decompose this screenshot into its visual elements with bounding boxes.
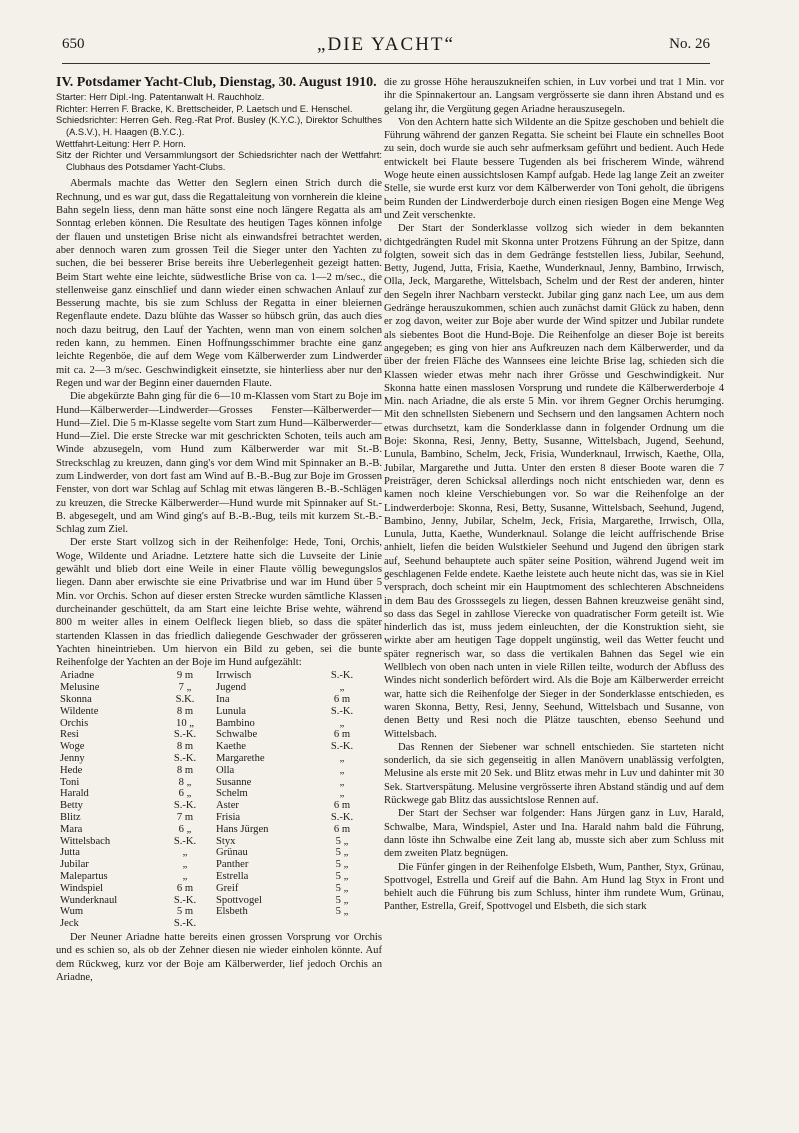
paragraph: Der Start der Sonderklasse vollzog sich wieder in dem bekannten dichtgedrängten Rudel mit Skonna unter Protzens Führung an der Spitze, dann folgten, soweit sich das in dem Gedränge feststellen liess, Jubilar, Seehund, Betty, Jugend, Jutta, Frisia, Kaethe, Wunderknaul, Jenny, Bambino, Irrwisch, Olla, Jeck, Margarethe, Wittelsbach, Schelm und der Rest der anderen, hinter den Segeln ihrer Nachbarn versteckt. Jubilar ging ganz nach Lee, um aus dem Gedränge herauszukommen, schien auch zunächst damit Glück zu haben, denn er zog davon, weiter zur Boje aber wurde der Wind spitzer und Jubilar rundete als siebentes Boot die Hund-Boje. Die Reihenfolge an dieser Boje ist bereits angegeben; es ging von hier ans Aufkreuzen nach dem Kälberwerder, und da über der freien Fläche des Wannsees eine leichte Brise lag, schieden sich die Klassen wieder etwas mehr nach ihrer Grösse und Geschwindigkeit. Nur Skonna hatte einen masslosen Vorsprung und rundete die Kälberwerderboje 4 Min. nach Ariadne, die als erste 5 Min. vor ihrem Gegner Orchis herumging. Mit den schnellsten Siebenern und Sechsern und den langsamen Achtern noch etwas durchsetzt, kam die Sonderklasse dann in folgender Ordnung um die Boje: Skonna, Resi, Jenny, Betty, Susanne, Wittelsbach, Jugend, Seehund, Lunula, Bambino, Schelm, Jeck, Frisia, Wunderknaul, Irrwisch, Kaethe, Olla, Jubilar, Margarethe und Jutta. Unter den ersten 8 dieser Boote waren die 7 Preisträger, deren Schicksal allerdings noch nicht entschieden war, denn es kamen noch kleine Verschiebungen vor. So war die Reihenfolge an der Lindwerderboje: Skonna, Resi, Betty, Susanne, Wittelsbach, Seehund, Jugend, Bambino, Jenny, Jubilar, Schelm, Jeck, Frisia, Margarethe, Irrwisch, Olla, Lunula, Jutta, Kaethe, Wunderknaul. Solange die leicht auffrischende Brise anhielt, liefen die beiden Wulstkieler Seehund und Jugend den übrigen stark auf, Seehund behauptete auch später seine Position, während Jugend weit im geschlagenen Felde endete. Kaethe leistete auch heute nicht das, was sie in Kiel versprach, doch scheint mir ein Hauptmoment des schlechteren Abschneidens in dem Bau des Grosssegels zu liegen, dessen Bahnen kreuzweise genäht sind, so dass das Segel in zahllose Vierecke von quadratischer Form geteilt ist. Wie hinderlich das ist, muss jedem einleuchten, der die Konstruktion sieht, sie wirkte aber am heutigen Tage doppelt ungünstig, weil das Wetter feucht und später regnerisch war, so dass die vertikalen Bahnen das Segel wie ein Wellblech von oben nach unten in viele Rillen teilte, wodurch der Abfluss des Windes nicht sonderlich befördert wird. Als die Boje am Kälberwerder erreicht war, hatte sich die Reihenfolge der Sieger in der Sonderklasse entschieden, es waren Skonna, Betty, Resi, Jenny, Seehund, Wittelsbach und Susanne, von denen Betty und Resi noch die Plätze tauschten, ebenso Seehund und Wittelsbach. <box>384 223 724 740</box>
yacht-class: 8 m <box>176 741 194 753</box>
yacht-name: Lunula <box>216 705 247 717</box>
table-row <box>60 918 372 930</box>
yacht-class: S.-K. <box>330 705 354 717</box>
yacht-name: Melusine <box>60 682 100 694</box>
yacht-name: Harald <box>60 788 89 800</box>
yacht-name: Schelm <box>216 788 248 800</box>
yacht-class: S.-K. <box>330 670 354 682</box>
yacht-class <box>312 918 372 930</box>
meta-richter: Richter: Herren F. Bracke, K. Brettscheider, P. Laetsch und E. Henschel. <box>56 103 353 114</box>
yacht-class: 6 m <box>176 882 194 894</box>
yacht-class: 8 „ <box>178 776 192 788</box>
yacht-class: S.-K. <box>173 800 197 812</box>
yacht-name: Susanne <box>216 776 252 788</box>
yacht-name: Resi <box>60 729 79 741</box>
yacht-name: Elsbeth <box>216 906 248 918</box>
yacht-class: 5 „ <box>335 847 349 859</box>
yacht-name <box>216 918 312 930</box>
yacht-name: Malepartus <box>60 870 108 882</box>
yacht-name: Jugend <box>216 682 247 694</box>
yacht-name: Skonna <box>60 694 92 706</box>
yacht-name: Jenny <box>60 753 85 765</box>
yacht-name: Jutta <box>60 847 81 859</box>
yacht-name: Betty <box>60 800 83 812</box>
yacht-class: 7 „ <box>178 682 192 694</box>
table-row <box>60 777 372 789</box>
table-row <box>60 718 372 730</box>
table-row <box>60 706 372 718</box>
yacht-class: S.-K. <box>173 729 197 741</box>
table-row <box>60 883 372 895</box>
table-row <box>60 694 372 706</box>
yacht-name: Toni <box>60 776 80 788</box>
page-header <box>62 34 710 62</box>
yacht-class: „ <box>339 788 345 800</box>
meta-sitz: Sitz der Richter und Versammlungsort der Schiedsrichter nach der Wettfahrt: Clubhaus des Potsdamer Yacht-Clubs. <box>56 150 382 172</box>
table-row <box>60 741 372 753</box>
yacht-name: Styx <box>216 835 236 847</box>
paragraph: Der erste Start vollzog sich in der Reihenfolge: Hede, Toni, Orchis, Woge, Wildente und Ariadne. Letztere hatte sich die Luvseite der Linie gewählt und blieb dort eine Weile in einer Flaute völlig bewegungslos liegen. Dann aber erwischte sie eine Privatbrise und war im Hund über 5 Min. vor Orchis. Schon auf dieser ersten Strecke wurden sämtliche Klassen durcheinander geschüttelt, da am Start eine leichte Brise wehte, während 800 m weiter alles in einem Oelfleck liegen blieb, so dass die später startenden Klassen in das friedlich daliegende Geschwader der grösseren Yachten hineintrieben. Um hiervon ein Bild zu geben, sei die bunte Reihenfolge der Yachten an der Boje im Hund aufgezählt: <box>56 537 382 669</box>
yacht-name: Grünau <box>216 847 248 859</box>
yacht-name: Blitz <box>60 812 81 823</box>
table-row <box>60 824 372 836</box>
yacht-class: „ <box>182 859 188 871</box>
yacht-name: Greif <box>216 882 239 894</box>
paragraph: die zu grosse Höhe herauszukneifen schien, in Luv vorbei und trat 1 Min. vor ihr die Spinnakertour an. Langsam vergrösserte sie dann ihren Abstand und es gelang ihr, die Vergütung gegen Ariadne herauszusegeln. <box>384 77 724 115</box>
yacht-class: 5 „ <box>335 859 349 871</box>
yacht-name: Olla <box>216 764 235 776</box>
yacht-class: „ <box>339 776 345 788</box>
yacht-class: S.-K. <box>173 835 197 847</box>
paragraph: Abermals machte das Wetter den Seglern einen Strich durch die Rechnung, und es war gut, dass die Regattaleitung von vornherein die kleine Bahn segeln liess, denn man hätte sonst eine noch längere Regatta als am Sonntag erleben können. Die Resultate des heutigen Tages können infolge der flauen und unstetigen Brise nicht als einwandsfrei betrachtet werden, aber dennoch waren zum grossen Teil die Sieger unter den Yachten zu suchen, die bei besserer Brise bereits ihre Ueberlegenheit gezeigt hatten. Beim Start wehte eine leichte, südwestliche Brise von ca. 1—2 m/sec., die stellenweise ganz einschlief und dann wieder einen schwachen Anlauf zur Besserung machte, bis sie zum Schluss der Regatta in einer bleiernen Regenflaute endete. Dazu blühte das Wasser so hübsch grün, das auch dies noch dazu beitrug, den Lauf der Yachten, wenn man von einem solchen reden kann, zu hemmen. Einen Hoffnungsschimmer brachte eine ganz leichte Regenböe, die auf dem Wege vom Kälberwerder zum Lindwerder mit ca. 2—3 m/sec. Geschwindigkeit einsetzte, sie hinterliess aber nur den Regen und war der Beginn einer dauernden Flaute. <box>56 178 382 389</box>
meta-wettfahrt-leitung: Wettfahrt-Leitung: Herr P. Horn. <box>56 138 186 149</box>
yacht-name: Ariadne <box>60 670 95 682</box>
table-row <box>60 895 372 907</box>
table-row <box>60 906 372 918</box>
yacht-class: 6 m <box>333 823 351 835</box>
yacht-class: 7 m <box>176 812 194 823</box>
table-row <box>60 753 372 765</box>
yacht-name: Wum <box>60 906 84 918</box>
yacht-class: 8 m <box>176 705 194 717</box>
paragraph: Der Neuner Ariadne hatte bereits einen grossen Vorsprung vor Orchis und es schien so, als ob der Zehner diesen nie wieder einholen könnte. Auf dem Rückweg, kurz vor der Boje am Kälberwerder, lief jedoch Orchis an Ariadne, <box>56 931 382 983</box>
yacht-class: S.K. <box>175 694 195 706</box>
yacht-name: Hans Jürgen <box>216 823 269 835</box>
yacht-class: 6 m <box>333 729 351 741</box>
yacht-name: Margarethe <box>216 753 265 765</box>
yacht-name: Mara <box>60 823 83 835</box>
table-row <box>60 670 372 682</box>
yacht-class: 5 „ <box>335 906 349 918</box>
yacht-class: „ <box>339 764 345 776</box>
table-row <box>60 729 372 741</box>
yacht-name: Aster <box>216 800 239 812</box>
yacht-name: Estrella <box>216 870 249 882</box>
yacht-name: Ina <box>216 694 230 706</box>
yacht-class: 6 m <box>333 800 351 812</box>
yacht-name: Woge <box>60 741 85 753</box>
yacht-class: 10 „ <box>176 717 194 729</box>
yacht-class: S.-K. <box>173 753 197 765</box>
yacht-name: Spottvogel <box>216 894 262 906</box>
yacht-name: Hede <box>60 764 83 776</box>
yacht-name: Irrwisch <box>216 670 252 682</box>
yacht-name: Schwalbe <box>216 729 258 741</box>
paragraph: Die abgekürzte Bahn ging für die 6—10 m-Klassen vom Start zu Boje im Hund—Kälberwerder—Lindwerder—Grosses Fenster—Kälberwerder—Hund—Ziel. Die 5 m-Klasse segelte vom Start zum Hund—Kälberwerder—Hund—Ziel. Die erste Strecke war mit geschrickten Schoten, teils auch am Winde abzusegeln, vom Hund zum Kälberwerder war mit St.-B. Streckschlag zu kreuzen, dann ging's vor dem Wind mit Spinnaker an B.-B. zum Lindwerder, von dort fast am Wind auf B.-B.-Bug zur Boje im Grossen Fenster, von dort war Schlag auf Schlag mit etwas längeren B.-B.-Schlägen zu kreuzen, die Strecke Kälberwerder—Hund wurde mit Spinnaker auf St.-B. abgesegelt, und am Wind ging's auf B.-B.-Bug, teils mit kurzem St.-B.-Schlag zum Ziel. <box>56 391 382 536</box>
yacht-class: „ <box>339 717 345 729</box>
yacht-class: „ <box>182 870 188 882</box>
table-row <box>60 788 372 800</box>
table-row <box>60 800 372 812</box>
yacht-name: Wittelsbach <box>60 835 111 847</box>
table-row <box>60 765 372 777</box>
table-row <box>60 836 372 848</box>
yacht-class: 5 „ <box>335 882 349 894</box>
paragraph: Das Rennen der Siebener war schnell entschieden. Sie starteten nicht sonderlich, da sie sich gegenseitig in allen Manövern unablässig verfolgten, Melusine als erste mit 20 Sek. und Blitz etwas mehr in Luv und dahinter mit 30 Sek. Startverspätung. Melusine vergrösserte ihren Abstand ständig und auf dem Rückwege gab Blitz das aussichtslose Rennen auf. <box>384 741 724 807</box>
article-title: IV. Potsdamer Yacht-Club, Dienstag, 30. August 1910. <box>56 76 377 90</box>
yacht-class: „ <box>339 682 345 694</box>
yacht-class: 5 „ <box>335 835 349 847</box>
table-row <box>60 859 372 871</box>
table-row <box>60 847 372 859</box>
yacht-class: 6 „ <box>178 788 192 800</box>
yacht-class: S.-K. <box>173 894 197 906</box>
yacht-class: S.-K. <box>330 741 354 753</box>
table-row <box>60 871 372 883</box>
yacht-name: Windspiel <box>60 882 104 894</box>
yacht-name: Jubilar <box>60 859 89 871</box>
paragraph: Die Fünfer gingen in der Reihenfolge Elsbeth, Wum, Panther, Styx, Grünau, Spottvogel, Estrella und Greif auf die Bahn. Am Hund lag Styx in Front und behielt auch die Führung bis zum Schluss, hinter ihm rundete Wum, Grünau, Panther, Estrella, Greif, Spottvogel und Elsbeth, die sich stark <box>384 861 724 913</box>
table-row <box>60 812 372 824</box>
issue-number: No. 26 <box>669 36 710 52</box>
meta-starter: Starter: Herr Dipl.-Ing. Patentanwalt H. Rauchholz. <box>56 92 265 103</box>
yacht-class: 6 m <box>333 694 351 706</box>
fleet-order-table <box>60 670 372 930</box>
journal-title: „DIE YACHT“ <box>317 34 455 55</box>
yacht-name: Bambino <box>216 717 255 729</box>
yacht-name: Panther <box>216 859 249 871</box>
yacht-name: Jeck <box>60 918 79 930</box>
yacht-name: Kaethe <box>216 741 246 753</box>
meta-schiedsrichter: Schiedsrichter: Herren Geh. Reg.-Rat Prof. Busley (K.Y.C.), Direktor Schulthes (A.S.V.), H. Haagen (B.Y.C.). <box>56 115 382 138</box>
yacht-name: Wunderknaul <box>60 894 118 906</box>
yacht-class: 8 m <box>176 764 194 776</box>
table-row <box>60 682 372 694</box>
yacht-class: 5 „ <box>335 894 349 906</box>
yacht-name: Frisia <box>216 812 241 823</box>
yacht-class: 5 „ <box>335 870 349 882</box>
yacht-class: 5 m <box>176 906 194 918</box>
yacht-name: Orchis <box>60 717 89 729</box>
paragraph: Der Start der Sechser war folgender: Hans Jürgen ganz in Luv, Harald, Schwalbe, Mara, Windspiel, Aster und Ina. Harald nahm bald die Führung, dann löste ihn Schwalbe eine Zeit lang ab, musste sich aber zum Schluss mit dem zweiten Platz begnügen. <box>384 808 724 860</box>
yacht-class: 9 m <box>176 670 194 682</box>
right-column <box>384 76 724 1116</box>
yacht-class: „ <box>182 847 188 859</box>
yacht-name: Wildente <box>60 705 99 717</box>
paragraph: Von den Achtern hatte sich Wildente an die Spitze geschoben und behielt die Führung während der ganzen Regatta. Sie scheint bei Flaute ein schnelles Boot zu sein, doch wurde sie auch sehr aufmerksam geführt und bedient. Auch Hede entwickelt bei Flaute bessere Tugenden als bei frischerem Winde, während Woge heute einen aussichtslosen Kampf aufgab. Hede lag lange Zeit an zweiter Stelle, sie wurde erst kurz vor dem Kälberwerder von Toni geholt, die übrigens beim Runden der Lindwerderboje durch einen riesigen Bogen eine Menge Weg und Zeit verschenkte. <box>384 116 724 221</box>
yacht-class: 6 „ <box>178 823 192 835</box>
yacht-class: „ <box>339 753 345 765</box>
yacht-class: S.-K. <box>330 812 354 823</box>
header-rule <box>62 63 710 64</box>
left-column <box>56 76 382 1116</box>
page-number: 650 <box>62 36 85 52</box>
yacht-class: S.-K. <box>173 918 197 930</box>
